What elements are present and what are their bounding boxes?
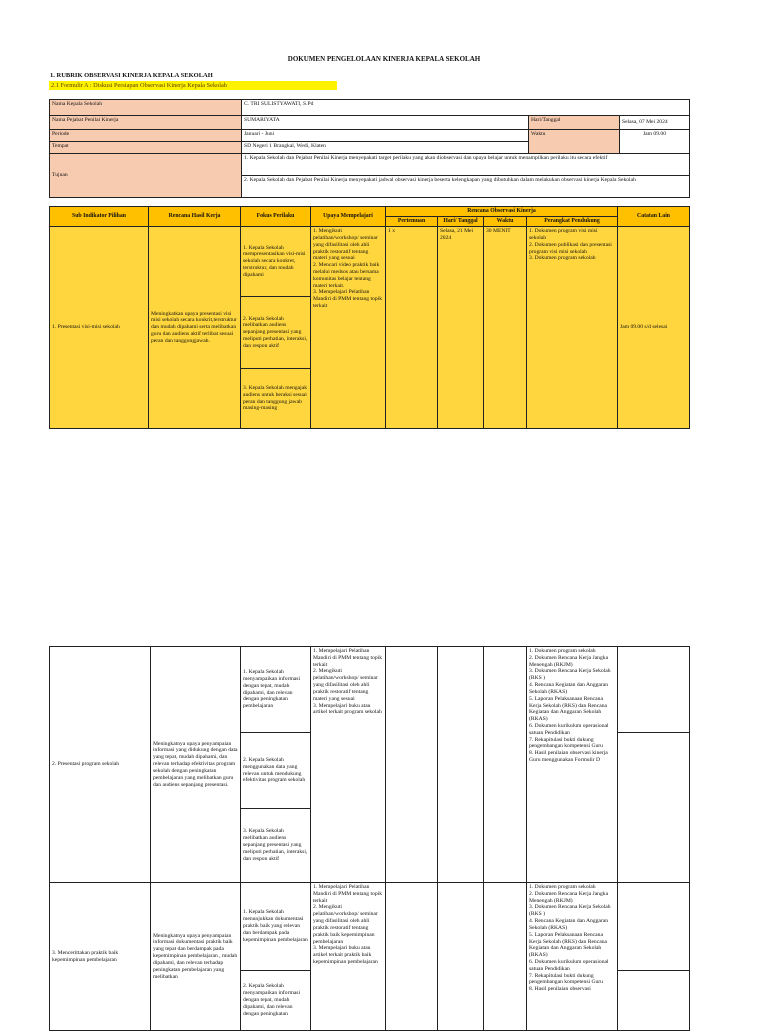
section-heading: 1. RUBRIK OBSERVASI KINERJA KEPALA SEKOLAH [50,72,213,79]
waktu-value: Jam 09.00 [620,130,690,154]
row1-waktu: 30 MENIT [484,227,527,429]
row2-pertemuan [386,647,438,883]
tujuan-1: 1. Kepala Sekolah dan Pejabat Penilai Kinerja menyepakati target perilaku yang akan diobservasi dan upaya belajar untuk menampilkan perilaku itu secara efektif [242,154,690,176]
row2-upaya: 1. Mempelajari Pelatihan Mandiri di PMM tentang topik terkait 2. Mengikuti pelatihan/workshop/ seminar yang difasilitasi oleh ahli praktik restoratif tentang materi yang sesuai 3. Mempelajari buku atau artikel terkait program sekolah [311,647,386,883]
row1-fokus-3: 3. Kepala Sekolah mengajak audiens untuk beraksi sesuai peran dan tanggung jawab masing-masing [241,369,311,429]
row2-rencana: Meningkatnya upaya penyampaian informasi yang didukung dengan data yang tepat, mudah dipahami, dan relevan terhadap efektivitas program sekolah dengan peningkatan pembelajaran yang melibatkan guru dan audiens sepanjang presentasi. [151,647,241,883]
header-rencana-hasil: Rencana Hasil Kerja [149,207,241,227]
row1-upaya: 1. Mengikuti pelatihan/workshop/ seminar yang difasilitasi oleh ahli praktik restoratif tentang materi yang sesuai 2. Mencari video praktik baik melalui medsos atau bersama komunitas belajar tentang materi terkait. 3. Mempelajari Pelatihan Mandiri di PMM tentang topik terkait [311,227,386,429]
document-title: DOKUMEN PENGELOLAAN KINERJA KEPALA SEKOLAH [287,55,481,63]
row3-perangkat: 1. Dokumen program sekolah 2. Dokumen Rencana Kerja Jangka Menengah (RKJM) 3. Dokumen Rencana Kerja Sekolah (RKS ) 4. Rencana Kegiatan dan Anggaran Sekolah (RKAS) 5. Laporan Pelaksanaan Rencana Kerja Sekolah (RKS) dan Rencana Kegiatan dan Anggaran Sekolah (RKAS) 6. Dokumen kurikulum operasional satuan Pendidikan 7. Rekapitulasi bukti dukung pengembangan kompetensi Guru 8. Hasil penilaian observasi [527,883,618,1031]
row3-fokus-1: 1. Kepala Sekolah menunjukkan dokumentasi praktik baik yang relevan dan berdampak pada kepemimpinan pembelajaran [241,883,311,971]
nama-kepala-value: C. TRI SULISTYAWATI, S.Pd [242,100,690,116]
row2-catatan-1 [618,647,690,733]
header-perangkat: Perangkat Pendukung [527,217,618,227]
row1-rencana: Meningkatkan upaya presentasi visi misi sekolah secara konkrit,terstruktur dan mudah dipahami serta melibatkan guru dan audiens aktif terlibat sesuai peran dan tanggungjawab. [149,227,241,429]
penilai-label: Nama Pejabat Penilai Kinerja [50,116,242,130]
penilai-value: SUMARIYATA [242,116,529,130]
row2-fokus-3: 3. Kepala Sekolah melibatkan audiens sepanjang presentasi yang meliputi perhatian, interaksi, dan respon aktif [241,809,311,883]
row2-fokus-1: 1. Kepala Sekolah menyampaikan informasi dengan tepat, mudah dipahami, dan relevan dengan peningkatan pembelajaran [241,647,311,733]
subsection-heading: 2.1 Formulir A : Diskusi Persiapan Observasi Kinerja Kepala Sekolah [49,81,337,90]
tempat-value: SD Negeri 1 Brangkal, Wedi, Klaten [242,142,529,154]
header-catatan: Catatan Lain [618,207,690,227]
header-hari: Hari/ Tanggal [438,217,484,227]
tujuan-2: 2. Kepala Sekolah dan Pejabat Penilai Kinerja menyepakati jadwal observasi kinerja beserta kelengkapan yang dibutuhkan dalam melakukan observasi kinerja Kepala Sekolah [242,176,690,198]
periode-value: Januari - Juni [242,130,529,142]
row1-perangkat: 1. Dokumen program visi misi sekolah 2. Dokumen publikasi dan presentasi program visi misi sekolah 3. Dokumen program sekolah [527,227,618,429]
row3-rencana: Meningkatnya upaya penyampaian informasi dokumentasi praktik baik yang tepat dan berdampak pada kepemimpinan pembelajaran , mudah dipahami, dan relevan terhadap peningkatan pembelajaran yang melibatkan [151,883,241,1031]
row1-hari: Selasa, 21 Mei 2024 [438,227,484,429]
row2-waktu [484,647,527,883]
periode-label: Periode [50,130,242,142]
row3-waktu [484,883,527,1031]
row3-sub-indikator: 3. Mencerittakan praktik baik kepemimpinan pembelajaran [50,883,151,1031]
row2-sub-indikator: 2. Presentasi program sekolah [50,647,151,883]
header-fokus: Fokus Perilaku [241,207,311,227]
row2-perangkat: 1. Dokumen program sekolah 2. Dokumen Rencana Kerja Jangka Menengah (RKJM) 3. Dokumen Rencana Kerja Sekolah (RKS ) 4. Rencana Kegiatan dan Anggaran Sekolah (RKAS) 5. Laporan Pelaksanaan Rencana Kerja Sekolah (RKS) dan Rencana Kegiatan dan Anggaran Sekolah (RKAS) 6. Dokumen kurikulum operasional satuan Pendidikan 7. Rekapitulasi bukti dukung pengembangan kompetensi Guru 8. Hasil penilaian observasi kinerja Guru menggunakan Formulir D [527,647,618,883]
header-rencana-observasi: Rencana Observasi Kinerja [386,207,618,217]
tempat-label: Tempat [50,142,242,154]
info-table [49,99,690,198]
hari-label: Hari/Tanggal [529,116,620,130]
row3-pertemuan [386,883,438,1031]
header-pertemuan: Pertemuan [386,217,438,227]
observation-plan-table [49,206,690,429]
row2-fokus-2: 2. Kepala Sekolah menggunakan data yang relevan untuk mendukung efektivitas program sekolah [241,733,311,809]
row3-hari [438,883,484,1031]
waktu-label: Waktu [529,130,620,154]
row3-catatan-2 [618,971,690,1031]
header-upaya: Upaya Mempelajari [311,207,386,227]
row3-upaya: 1. Mempelajari Pelatihan Mandiri di PMM tentang topik terkait 2. Mengikuti pelatihan/workshop/ seminar yang difasilitasi oleh ahli praktik restoratif tentang praktik baik kepemimpinan pembelajaran 3. Mempelajari buku atau artikel terkait praktik baik kepemimpinan pembelajaran [311,883,386,1031]
row1-catatan: Jam 09.00 s/d selesai [618,227,690,429]
row3-fokus-2: 2. Kepala Sekolah menyampaikan informasi dengan tepat, mudah dipahami, dan relevan dengan peningkatan [241,971,311,1031]
hari-value: Selasa, 07 Mei 2024 [620,116,690,130]
row1-fokus-1: 1. Kepala Sekolah mempresentasikan visi-misi sekolah secara konkret, terstruktur, dan mudah dipahami [241,227,311,297]
row3-catatan-1 [618,883,690,971]
continuation-table [49,646,690,1031]
nama-kepala-label: Nama Kepala Sekolah [50,100,242,116]
tujuan-label: Tujuan [50,154,242,198]
row1-sub-indikator: 1. Presentasi visi-misi sekolah [50,227,149,429]
row2-catatan-2 [618,733,690,883]
header-sub-indikator: Sub Indikator Pilihan [50,207,149,227]
row1-pertemuan: 1 x [386,227,438,429]
row1-fokus-2: 2. Kepala Sekolah melibatkan audiens sepanjang presentasi yang meliputi perhatian, interaksi, dan respon aktif [241,297,311,369]
row2-hari [438,647,484,883]
header-waktu: Waktu [484,217,527,227]
